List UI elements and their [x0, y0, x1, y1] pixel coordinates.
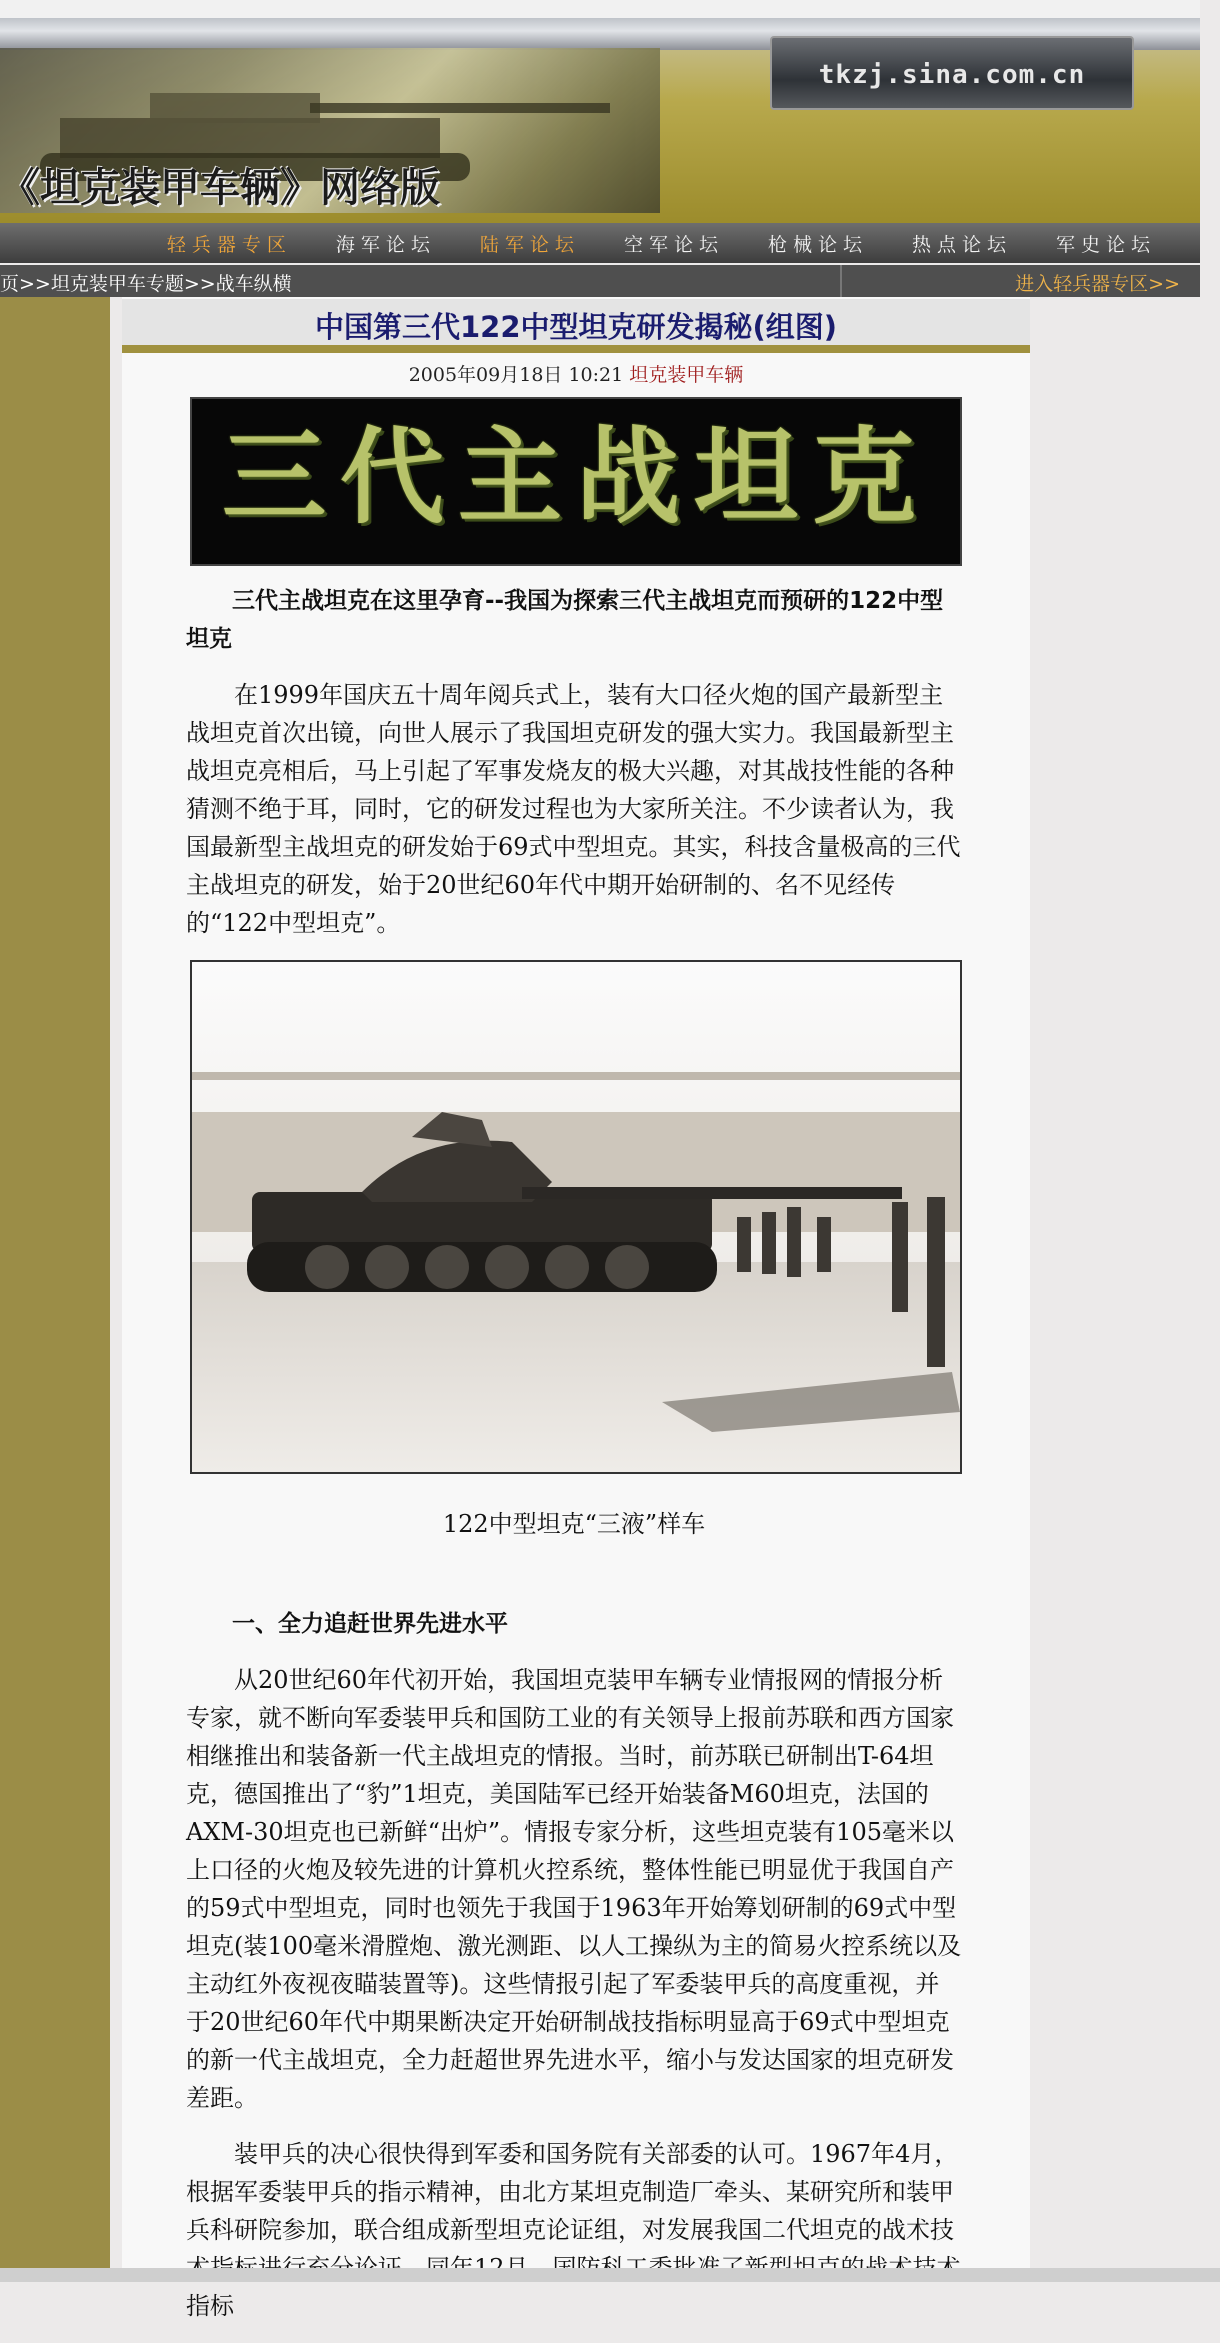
nav-army-forum[interactable]: 陆军论坛	[479, 233, 580, 256]
brand-title: 《坦克装甲车辆》网络版	[0, 165, 440, 211]
nav-light-weapons[interactable]: 轻兵器专区	[166, 233, 292, 256]
breadcrumb-divider	[840, 265, 842, 297]
nav-firearms-forum[interactable]: 枪械论坛	[767, 233, 868, 256]
article-meta	[122, 360, 1030, 387]
tank-photo	[190, 960, 962, 1474]
nav-navy-forum[interactable]: 海军论坛	[335, 233, 436, 256]
photo-caption: 122中型坦克“三液”样车	[442, 1510, 706, 1538]
top-strip	[0, 0, 1200, 18]
paragraph-2: 从20世纪60年代初开始，我国坦克装甲车辆专业情报网的情报分析专家，就不断向军委装甲兵和国防工业的有关领导上报前苏联和西方国家相继推出和装备新一代主战坦克的情报。当时，前苏联已研制出T-64坦克，德国推出了“豹”1坦克，美国陆军已经开始装备M60坦克，法国的AXM-30坦克也已新鲜“出炉”。情报专家分析，这些坦克装有105毫米以上口径的火炮及较先进的计算机火控系统，整体性能已明显优于我国自产的59式中型坦克，同时也领先于我国于1963年开始筹划研制的69式中型坦克(装100毫米滑膛炮、激光测距、以人工操纵为主的简易火控系统以及主动红外夜视夜瞄装置等)。这些情报引起了军委装甲兵的高度重视，并于20世纪60年代中期果断决定开始研制战技指标明显高于69式中型坦克的新一代主战坦克，全力赶超世界先进水平，缩小与发达国家的坦克研发差距。	[186, 1666, 962, 2112]
hero-banner-image	[190, 397, 962, 566]
left-sidebar	[0, 297, 110, 2282]
breadcrumb[interactable]: 页>>坦克装甲车专题>>战车纵横	[0, 273, 292, 295]
enter-light-weapons-link[interactable]: 进入轻兵器专区>>	[1015, 273, 1180, 295]
hero-banner-text: 三代主战坦克	[221, 416, 930, 538]
article-body	[186, 582, 962, 2343]
window-bottom-edge	[0, 2268, 1220, 2282]
section-heading: 一、全力追赶世界先进水平	[232, 1611, 508, 1637]
article-lead: 三代主战坦克在这里孕育--我国为探索三代主战坦克而预研的122中型坦克	[186, 588, 944, 652]
article-title-bar	[122, 299, 1030, 353]
site-url[interactable]: tkzj.sina.com.cn	[818, 60, 1086, 90]
paragraph-3: 装甲兵的决心很快得到军委和国务院有关部委的认可。1967年4月，根据军委装甲兵的指示精神，由北方某坦克制造厂牵头、某研究所和装甲兵科研院参加，联合组成新型坦克论证组，对发展我国二代坦克的战术技 指标	[186, 2140, 959, 2320]
header-banner	[0, 18, 1200, 223]
right-gutter	[1030, 297, 1200, 2282]
article-date: 2005年09月18日 10:21	[408, 364, 624, 386]
paragraph-1: 在1999年国庆五十周年阅兵式上，装有大口径火炮的国产最新型主战坦克首次出镜，向世人展示了我国坦克研发的强大实力。我国最新型主战坦克亮相后，马上引起了军事发烧友的极大兴趣，对其战技性能的各种猜测不绝于耳，同时，它的研发过程也为大家所关注。不少读者认为，我国最新型主战坦克的研发始于69式中型坦克。其实，科技含量极高的三代主战坦克的研发，始于20世纪60年代中期开始研制的、名不见经传的“122中型坦克”。	[186, 681, 961, 937]
page-title: 中国第三代122中型坦克研发揭秘(组图)	[314, 310, 838, 344]
nav-military-history-forum[interactable]: 军史论坛	[1055, 233, 1156, 256]
article-container	[122, 297, 1030, 2320]
forum-nav	[0, 223, 1200, 263]
nav-airforce-forum[interactable]: 空军论坛	[623, 233, 724, 256]
tank-photo-graphic	[192, 962, 960, 1472]
nav-hot-topics-forum[interactable]: 热点论坛	[911, 233, 1012, 256]
article-source-link[interactable]: 坦克装甲车辆	[629, 364, 744, 386]
breadcrumb-bar	[0, 265, 1200, 297]
site-url-box[interactable]	[770, 36, 1134, 110]
